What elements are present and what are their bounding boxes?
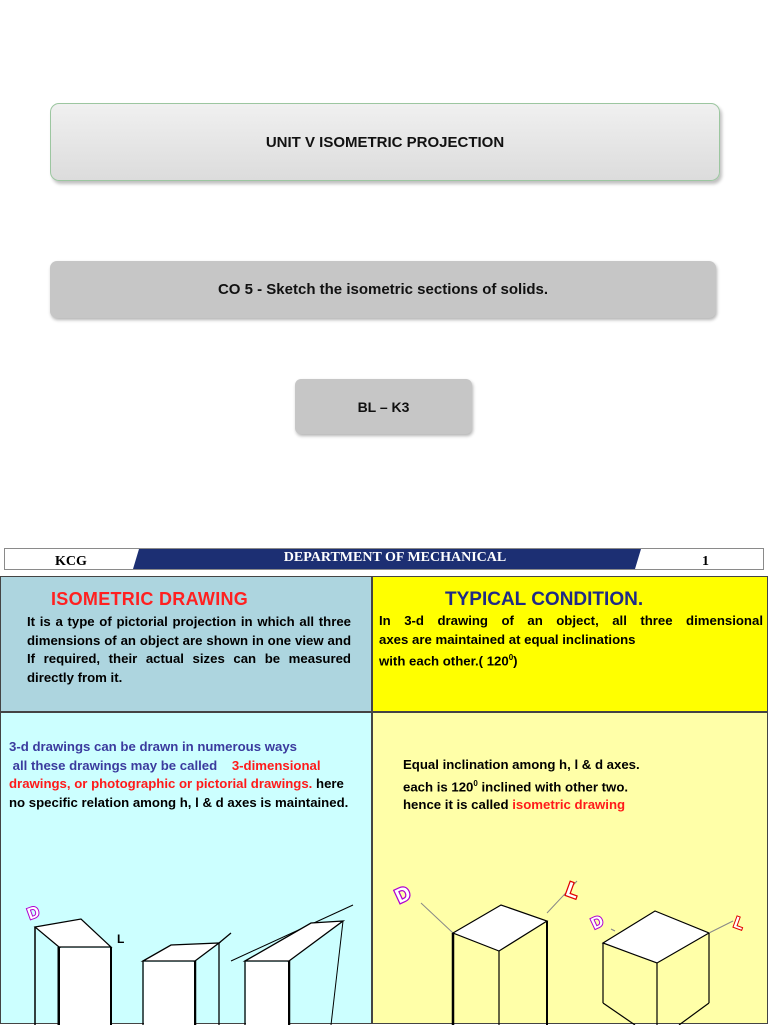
slide-header-bar [4, 548, 764, 570]
typical-condition-panel [372, 576, 768, 712]
isometric-drawing-panel [0, 576, 372, 712]
equal-inclination-line-3: hence it is called [403, 797, 513, 813]
slide-page-number: 1 [702, 554, 709, 569]
iso-axis-label-l-1: L [562, 878, 582, 904]
prism-2-drawing [143, 933, 231, 1025]
axis-label-d: D [25, 903, 42, 924]
typical-condition-line-3: with each other.( 120 [379, 653, 509, 669]
isometric-cube-1 [421, 881, 577, 1025]
typical-condition-text [379, 612, 763, 671]
course-outcome-box [50, 261, 716, 318]
unit-title-box [50, 103, 720, 181]
typical-condition-line-1: In 3-d drawing of an object, all three dimensional [379, 613, 763, 628]
course-outcome-text: CO 5 - Sketch the isometric sections of solids. [217, 281, 549, 298]
unit-title-text: UNIT V ISOMETRIC PROJECTION [265, 133, 505, 151]
department-name: DEPARTMENT OF MECHANICAL [283, 550, 507, 565]
non-isometric-solids-illustration [1, 713, 373, 1025]
college-short-name: KCG [55, 554, 87, 569]
iso-axis-label-d-1: D [391, 882, 415, 909]
iso-axis-label-l-2: L [731, 914, 747, 934]
three-d-drawings-panel [0, 712, 372, 1024]
isometric-drawing-title: ISOMETRIC DRAWING [51, 589, 249, 609]
three-d-text-blue-2: all these drawings may be called [12, 757, 218, 773]
prism-1-drawing [35, 919, 111, 1025]
three-d-text-black: here no specific relation among h, l & d axes is maintained. [9, 776, 349, 810]
isometric-drawing-definition: It is a type of pictorial projection in which all three dimensions of an object are shown in one view and If required, their actual sizes can be measured directly from it. [27, 614, 351, 685]
typical-condition-title: TYPICAL CONDITION. [445, 589, 644, 610]
degree-superscript-2: 0 [473, 778, 478, 788]
blooms-level-box [295, 379, 472, 434]
isometric-cube-2 [603, 911, 733, 1025]
degree-superscript: 0 [508, 653, 514, 662]
equal-inclination-line-1: Equal inclination among h, l & d axes. [403, 757, 640, 772]
blooms-level-text: BL – K3 [357, 398, 410, 415]
prism-3-drawing [231, 905, 353, 1025]
equal-inclination-line-2: each is 120 [403, 778, 474, 794]
axis-label-l: L [117, 932, 125, 946]
typical-condition-line-3-end: ) [513, 653, 518, 669]
isometric-solids-illustration [373, 713, 768, 1025]
equal-inclination-panel [372, 712, 768, 1024]
typical-condition-line-2: axes are maintained at equal inclinations [379, 631, 636, 647]
iso-axis-label-d-2: D [588, 912, 607, 934]
equal-inclination-line-2-end: inclined with other two. [477, 778, 629, 794]
three-d-text-red: 3-dimensional drawings, or photographic or pictorial drawings. [9, 757, 321, 791]
isometric-drawing-term: isometric drawing [512, 797, 626, 813]
three-d-text-blue-1: 3-d drawings can be drawn in numerous ways [9, 739, 297, 754]
